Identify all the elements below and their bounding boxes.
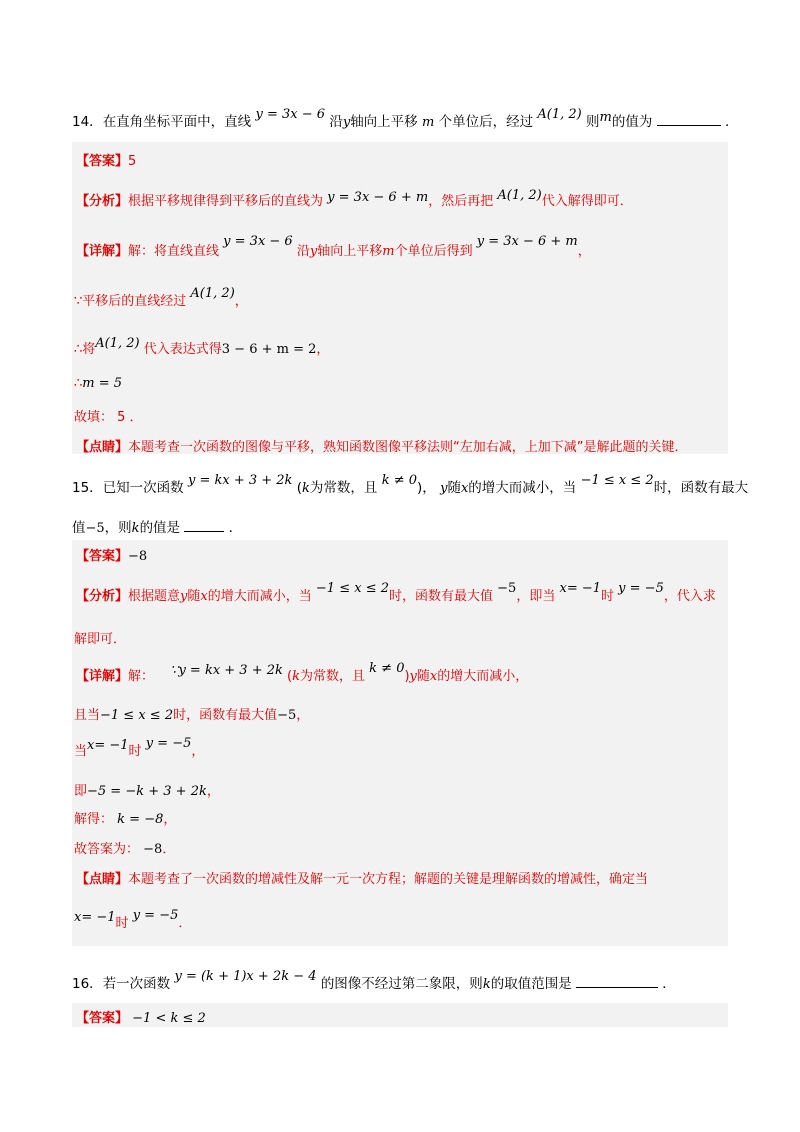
question-number: 14． bbox=[72, 114, 103, 130]
math-expression: y = 3x − 6 bbox=[255, 107, 326, 122]
question-15-line2: 值−5，则k的值是 ． bbox=[72, 520, 243, 536]
step-line: 且当−1 ≤ x ≤ 2时，函数有最大值−5， bbox=[74, 708, 310, 723]
comment-line: 【点睛】本题考查了一次函数的增减性及解一元一次方程；解题的关键是理解函数的增减性，确定当 bbox=[76, 872, 649, 887]
step-line: 解得： k = −8， bbox=[74, 812, 177, 827]
answer-line: 【答案】5 bbox=[76, 154, 137, 169]
question-15: 15．已知一次函数 y = kx + 3 + 2k (k为常数，且 k ≠ 0)， y随x的增大而减小，当 −1 ≤ x ≤ 2时，函数有最大 bbox=[72, 473, 749, 496]
answer-value: 5 bbox=[128, 154, 137, 169]
point-label: A(1, 2) bbox=[537, 107, 582, 122]
question-number: 16． bbox=[72, 976, 103, 992]
comment-line: 【点睛】本题考查一次函数的图像与平移，熟知函数图像平移法则“左加右减，上加下减”是解此题的关键． bbox=[76, 440, 688, 455]
detail-line: 【详解】解：将直线直线 y = 3x − 6 沿y轴向上平移m个单位后得到 y = 3x − 6 + m， bbox=[76, 234, 591, 259]
step-line: ∵平移后的直线经过 A(1, 2)， bbox=[74, 286, 248, 309]
answer-blank bbox=[576, 975, 658, 988]
analysis-line: 【分析】根据题意y随x的增大而减小，当 −1 ≤ x ≤ 2时，函数有最大值 −5，即当 x= −1时 y = −5，代入求 bbox=[76, 581, 716, 604]
answer-blank bbox=[184, 519, 224, 532]
question-number: 15． bbox=[72, 480, 103, 496]
question-16: 16．若一次函数 y = (k + 1)x + 2k − 4 的图像不经过第二象限，则k的取值范围是 ． bbox=[72, 969, 676, 992]
step-line: 当x= −1时 y = −5， bbox=[74, 736, 205, 759]
answer-line: 【答案】 −1 < k ≤ 2 bbox=[76, 1011, 206, 1026]
answer-value: −8 bbox=[128, 549, 148, 564]
analysis-line-2: 解即可． bbox=[74, 632, 127, 647]
step-line: 即−5 = −k + 3 + 2k， bbox=[74, 784, 220, 799]
step-line: ∴m = 5 bbox=[74, 376, 123, 391]
step-line: ∴将A(1, 2) 代入表达式得3 − 6 + m = 2， bbox=[74, 336, 330, 357]
answer-line: 【答案】−8 bbox=[76, 549, 148, 564]
step-line: 故答案为： −8． bbox=[74, 842, 176, 857]
answer-value: −1 < k ≤ 2 bbox=[132, 1011, 206, 1026]
answer-blank bbox=[657, 113, 721, 126]
analysis-line: 【分析】根据平移规律得到平移后的直线为 y = 3x − 6 + m，然后再把 A(1, 2)代入解得即可． bbox=[76, 188, 633, 209]
detail-line: 【详解】解： ∵y = kx + 3 + 2k (k为常数，且 k ≠ 0)y随x的增大而减小， bbox=[76, 661, 529, 684]
question-14: 14．在直角坐标平面中，直线 y = 3x − 6 沿y轴向上平移 m 个单位后，经过 A(1, 2) 则m的值为 ． bbox=[72, 107, 739, 130]
fill-line: 故填： 5 ． bbox=[74, 410, 143, 425]
comment-line-2: x= −1时 y = −5． bbox=[74, 908, 192, 931]
